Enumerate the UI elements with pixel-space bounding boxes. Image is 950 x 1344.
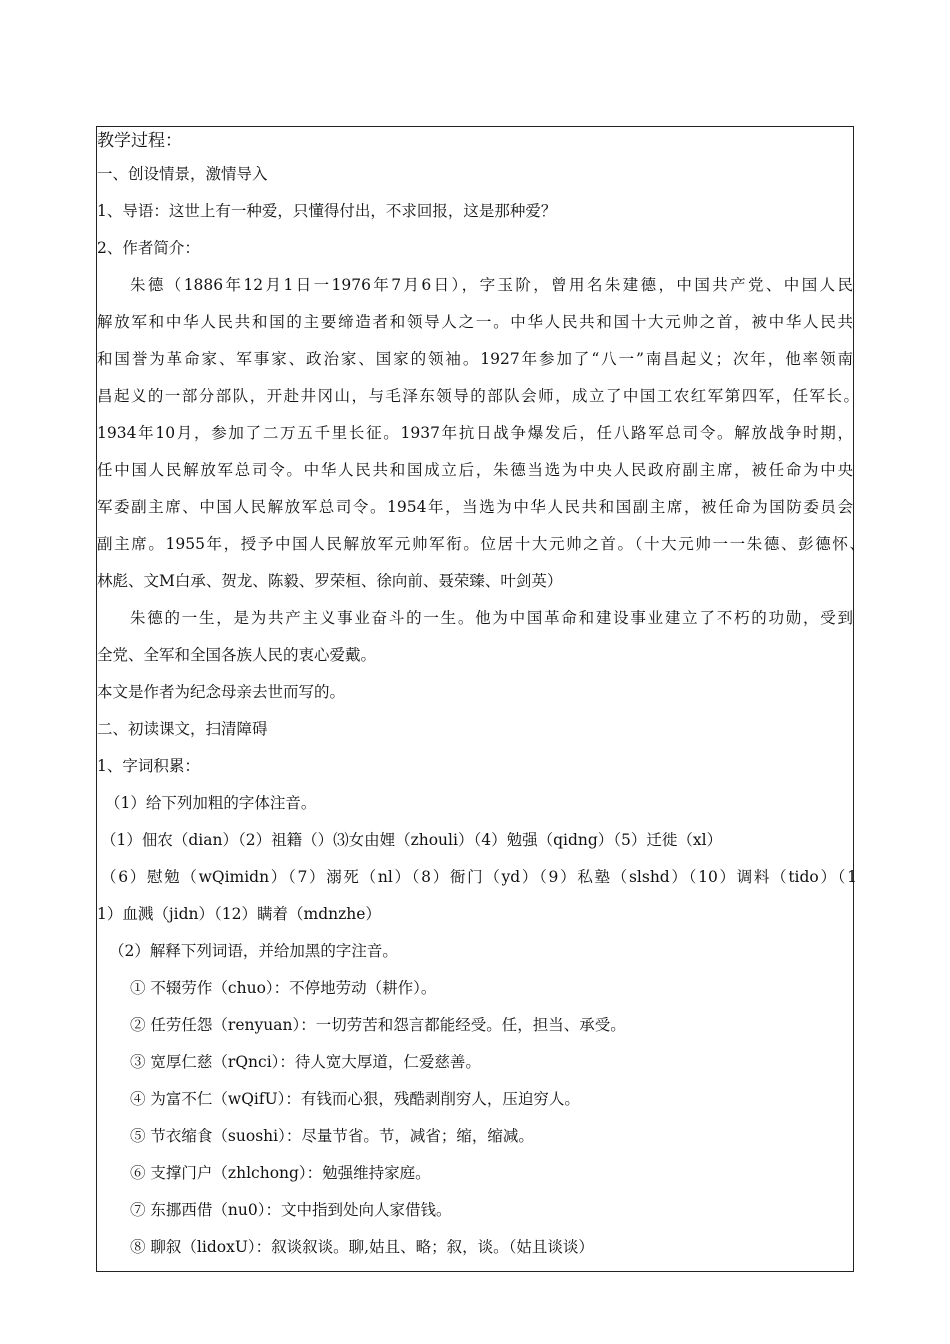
bio-line: 林彪、文M白承、贺龙、陈毅、罗荣桓、徐向前、聂荣臻、叶剑英） <box>97 572 563 590</box>
vocab-heading: 1、字词积累： <box>97 757 200 775</box>
terms-task: （2）解释下列词语，并给加黑的字注音。 <box>109 942 398 960</box>
term-item: ③ 宽厚仁慈（rQnci）：待人宽大厚道，仁爱慈善。 <box>130 1053 481 1071</box>
bio-line: 和国誉为革命家、军事家、政治家、国家的领袖。1927年参加了“八一”南昌起义；次年，他率领南 <box>97 350 853 368</box>
bio-line: 朱德（1886年12月1日一1976年7月6日），字玉阶，曾用名朱建德，中国共产党、中国人民 <box>130 276 853 294</box>
term-item: ④ 为富不仁（wQifU）：有钱而心狠，残酷剥削穷人，压迫穷人。 <box>130 1090 580 1108</box>
summary-line: 朱德的一生，是为共产主义事业奋斗的一生。他为中国革命和建设事业建立了不朽的功勋，受到 <box>130 609 853 627</box>
term-item: ⑥ 支撑门户（zhlchong）：勉强维持家庭。 <box>130 1164 431 1182</box>
term-item: ⑧ 聊叙（lidoxU）：叙谈叙谈。聊,姑且、略；叙，谈。（姑且谈谈） <box>130 1238 594 1256</box>
summary-line: 全党、全军和全国各族人民的衷心爱戴。 <box>97 646 377 664</box>
term-item: ① 不辍劳作（chuo）：不停地劳动（耕作）。 <box>130 979 437 997</box>
term-item: ⑤ 节衣缩食（suoshi）：尽量节省。节，减省；缩，缩减。 <box>130 1127 534 1145</box>
bio-line: 解放军和中华人民共和国的主要缔造者和领导人之一。中华人民共和国十大元帅之首，被中华人民共 <box>97 313 853 331</box>
bio-line: 军委副主席、中国人民解放军总司令。1954年，当选为中华人民共和国副主席，被任命为国防委员会 <box>97 498 853 516</box>
term-item: ② 任劳任怨（renyuan）：一切劳苦和怨言都能经受。任，担当、承受。 <box>130 1016 626 1034</box>
bio-line: 任中国人民解放军总司令。中华人民共和国成立后，朱德当选为中央人民政府副主席，被任命为中央 <box>97 461 853 479</box>
section1-heading: 一、创设情景，激情导入 <box>97 165 268 183</box>
article-note: 本文是作者为纪念母亲去世而写的。 <box>97 683 346 701</box>
bio-line: 副主席。1955年，授予中国人民解放军元帅军衔。位居十大元帅之首。（十大元帅一一朱德、彭德怀、 <box>97 535 865 553</box>
doc-title: 教学过程： <box>97 131 182 151</box>
bio-line: 1934年10月，参加了二万五千里长征。1937年抗日战争爆发后，任八路军总司令。解放战争时期， <box>97 424 853 442</box>
section2-heading: 二、初读课文，扫清障碍 <box>97 720 268 738</box>
author-intro-heading: 2、作者简介： <box>97 239 200 257</box>
term-item: ⑦ 东挪西借（nu0）：文中指到处向人家借钱。 <box>130 1201 452 1219</box>
pinyin-line: （6）慰勉（wQimidn）（7）溺死（nl）（8）衙门（yd）（9）私塾（slshd）（10）调料（tido）（1 <box>101 868 857 886</box>
pinyin-task: （1）给下列加粗的字体注音。 <box>105 794 317 812</box>
intro-question: 1、导语：这世上有一种爱，只懂得付出，不求回报，这是那种爱？ <box>97 202 557 220</box>
bio-line: 昌起义的一部分部队，开赴井冈山，与毛泽东领导的部队会师，成立了中国工农红军第四军，任军长。 <box>97 387 859 405</box>
pinyin-line: （1）佃农（dian）（2）祖籍（）⑶女由娌（zhouli）（4）勉强（qidng）（5）迁徙（xl） <box>101 831 723 849</box>
pinyin-line: 1）血溅（jidn）（12）瞒着（mdnzhe） <box>97 905 381 923</box>
